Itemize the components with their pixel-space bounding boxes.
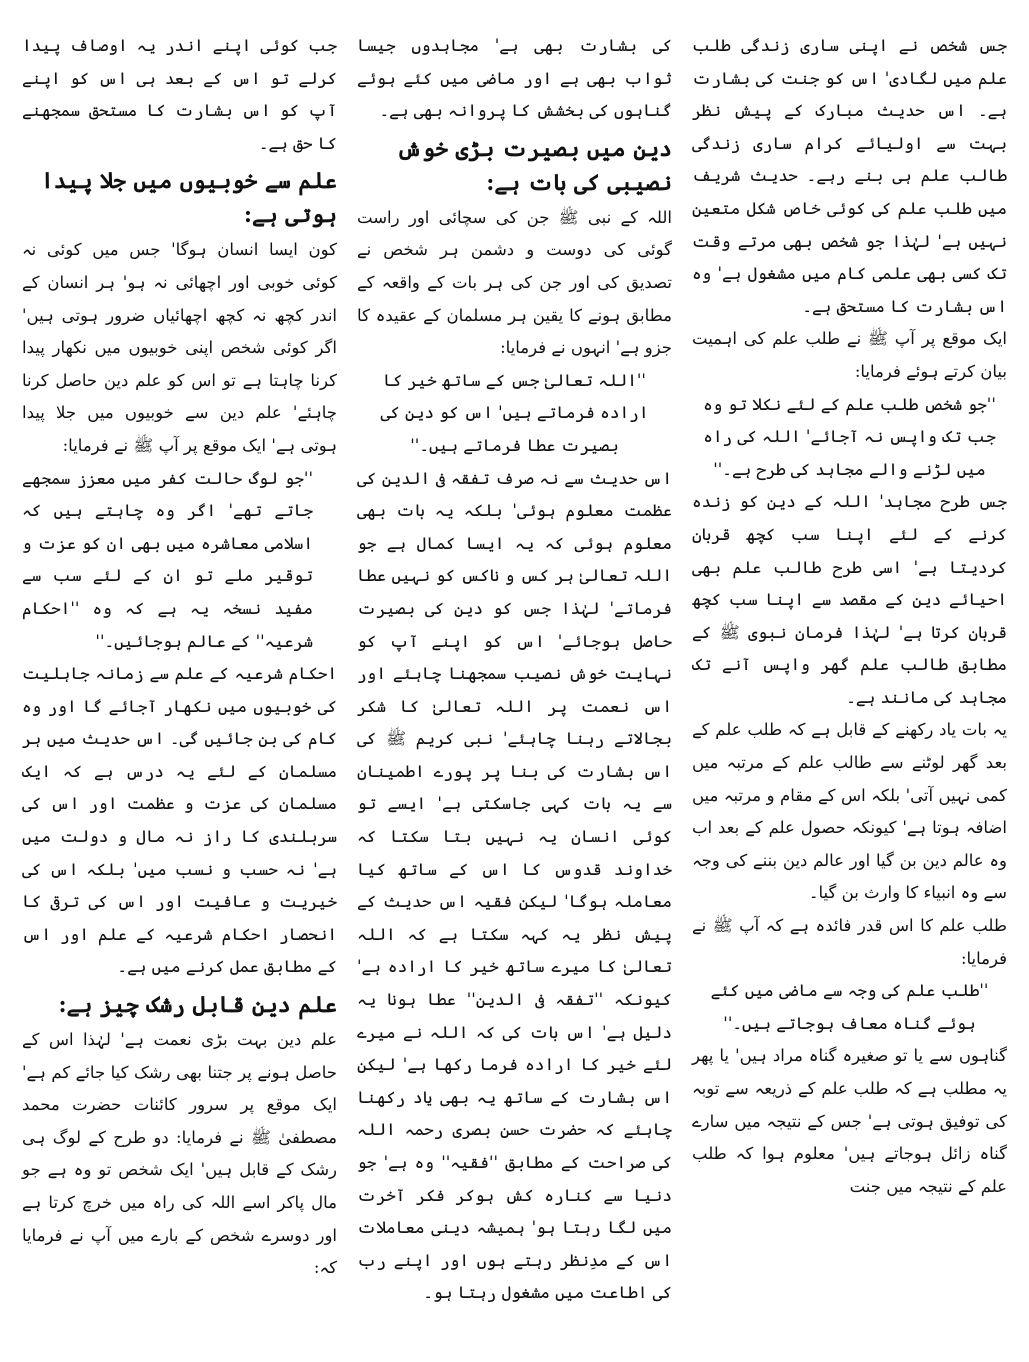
paragraph: اللہ کے نبی ﷺ جن کی سچائی اور راست گوئی کی دوست و دشمن ہر شخص نے تصدیق کی اور جن کی ہر بات کے واقعہ کے مطابق ہونے کا یقین ہر مسلمان کے عقیدہ کا جزو ہے' انہوں نے فرمایا: bbox=[357, 207, 672, 358]
paragraph: احکام شرعیہ کے علم سے زمانہ جاہلیت کی خوبیوں میں نکھار آجائے گا اور وہ کام کی بن جائیں گی۔ اس حدیث میں ہر مسلمان کے لئے یہ درس ہے کہ ایک مسلمان کی عزت و عظمت اور اس کی سربلندی کا راز نہ مال و دولت میں ہے' نہ حسب و نسب میں' بلکہ اس کی خیریت و عافیت اور اس کی ترقی کا انحصار احکام شرعیہ کے علم اور اس کے مطابق عمل کرنے میں ہے۔ bbox=[22, 664, 337, 977]
paragraph: کی بشارت بھی ہے' مجاہدوں جیسا ثواب بھی ہے اور ماضی میں کئے ہوئے گناہوں کی بخشش کا پروانہ بھی ہے۔ bbox=[357, 36, 672, 121]
section-heading: دین میں بصیرت بڑی خوش نصیبی کی بات ہے: bbox=[396, 135, 672, 196]
paragraph: گناہوں سے یا تو صغیرہ گناہ مراد ہیں' یا پھر یہ مطلب ہے کہ طلب علم کے ذریعہ سے توبہ کی توفیق ہوتی ہے' جس کے نتیجہ میں سارے گناہ زائل ہوجاتے ہیں' معلوم ہوا کہ طلب علم کے نتیجہ میں جنت bbox=[692, 1046, 1007, 1196]
column-right bbox=[682, 30, 1017, 1362]
column-middle bbox=[347, 30, 682, 1362]
section-heading: علم دین قابل رشک چیز ہے: bbox=[58, 992, 337, 1019]
paragraph: جب کوئی اپنے اندر یہ اوصاف پیدا کرلے تو اس کے بعد ہی اس کو اپنے آپ کو اس بشارت کا مستحق سمجھنے کا حق ہے۔ bbox=[22, 36, 337, 153]
hadith-quote: ''طلب علم کی وجہ سے ماضی میں کئے ہوئے گناہ معاف ہوجاتے ہیں۔'' bbox=[710, 981, 989, 1033]
paragraph: کون ایسا انسان ہوگا' جس میں کوئی نہ کوئی خوبی اور اچھائی نہ ہو' ہر انسان کے اندر کچھ نہ کچھ اچھائیاں ضرور ہوتی ہیں' اگر کوئی شخص اپنی خوبیوں میں نکھار پیدا کرنا چاہتا ہے تو اس کو علم دین حاصل کرنا چاہئے' علم دین سے خوبیوں میں جلا پیدا ہوتی ہے' ایک موقع پر آپ ﷺ نے فرمایا: bbox=[22, 240, 337, 455]
column-left bbox=[12, 30, 347, 1362]
hadith-quote: ''اللہ تعالیٰ جس کے ساتھ خیر کا ارادہ فرماتے ہیں' اس کو دین کی بصیرت عطا فرماتے ہیں۔'' bbox=[380, 370, 649, 455]
paragraph: ایک موقع پر آپ ﷺ نے طلب علم کی اہمیت بیان کرتے ہوئے فرمایا: bbox=[692, 329, 1007, 381]
paragraph: طلب علم کا اس قدر فائدہ ہے کہ آپ ﷺ نے فرمایا: bbox=[692, 916, 1007, 968]
section-heading: علم سے خوبیوں میں جلا پیدا ہوتی ہے: bbox=[40, 168, 337, 229]
paragraph: جس طرح مجاہد' اللہ کے دین کو زندہ کرنے کے لئے اپنا سب کچھ قربان کردیتا ہے' اسی طرح طالب علم بھی احیائے دین کے مقصد سے اپنا سب کچھ قربان کرتا ہے' لہٰذا فرمان نبوی ﷺ کے مطابق طالب علم گھر واپس آنے تک مجاہد کی مانند ہے۔ bbox=[692, 492, 1007, 707]
paragraph: اس حدیث سے نہ صرف تفقہ فی الدین کی عظمت معلوم ہوئی' بلکہ یہ بات بھی معلوم ہوئی کہ یہ ایسا کمال ہے جو اللہ تعالیٰ ہر کس و ناکس کو نہیں عطا فرماتے' لہٰذا جس کو دین کی بصیرت حاصل ہوجائے' اس کو اپنے آپ کو نہایت خوش نصیب سمجھنا چاہئے اور اس نعمت پر اللہ تعالیٰ کا شکر بجالاتے رہنا چاہئے' نبی کریم ﷺ کی اس بشارت کی بنا پر پورے اطمینان سے یہ بات کہی جاسکتی ہے' ایسے تو کوئی انسان یہ نہیں بتا سکتا کہ خداوند قدوس کا اس کے ساتھ کیا معاملہ ہوگا' لیکن فقیہ اس حدیث کے پیش نظر یہ کہہ سکتا ہے کہ اللہ تعالیٰ کا میرے ساتھ خیر کا ارادہ ہے' کیونکہ ''تفقہ فی الدین'' عطا ہونا یہ دلیل ہے' اس بات کی کہ اللہ نے میرے لئے خیر کا ارادہ فرما رکھا ہے' لیکن اس بشارت کے ساتھ یہ بھی یاد رکھنا چاہئے کہ حضرت حسن بصری رحمہ اللہ کی صراحت کے مطابق ''فقیہ'' وہ ہے' جو دنیا سے کنارہ کش ہوکر فکر آخرت میں لگا رہتا ہو' ہمیشہ دینی معاملات اس کے مدِنظر رہتے ہوں اور اپنے رب کی اطاعت میں مشغول رہتا ہو۔ bbox=[357, 468, 672, 1303]
hadith-quote: ''جو لوگ حالت کفر میں معزز سمجھے جاتے تھے' اگر وہ چاہتے ہیں کہ اسلامی معاشرہ میں بھی ان کو عزت و توقیر ملے تو ان کے لئے سب سے مفید نسخہ یہ ہے کہ وہ ''احکام شرعیہ'' کے عالم ہوجائیں۔'' bbox=[22, 468, 313, 651]
paragraph: یہ بات یاد رکھنے کے قابل ہے کہ طلب علم کے بعد گھر لوٹنے سے طالب علم کے مرتبہ میں کمی نہیں آتی' بلکہ اس کے مقام و مرتبہ میں اضافہ ہوتا ہے' کیونکہ حصول علم کے بعد اب وہ عالم دین بن گیا اور عالم دین بننے کی وجہ سے وہ انبیاء کا وارث بن گیا۔ bbox=[692, 720, 1007, 903]
paragraph: علم دین بہت بڑی نعمت ہے' لہٰذا اس کے حاصل ہونے پر جتنا بھی رشک کیا جائے کم ہے' ایک موقع پر سرور کائنات حضرت محمد مصطفیٰ ﷺ نے فرمایا: دو طرح کے لوگ ہی رشک کے قابل ہیں' ایک شخص تو وہ ہے جو مال پاکر اسے اللہ کی راہ میں خرچ کرتا ہے اور دوسرے شخص کے بارے میں آپ نے فرمایا کہ: bbox=[22, 1030, 337, 1278]
paragraph: جس شخص نے اپنی ساری زندگی طلب علم میں لگادی' اس کو جنت کی بشارت ہے۔ اس حدیث مبارک کے پیش نظر بہت سے اولیائے کرام ساری زندگی طالب علم ہی بنے رہے۔ حدیث شریف میں طلب علم کی کوئی خاص شکل متعین نہیں ہے' لہٰذا جو شخص بھی مرتے وقت تک کسی بھی علمی کام میں مشغول ہے' وہ اس بشارت کا مستحق ہے۔ bbox=[692, 36, 1007, 316]
hadith-quote: ''جو شخص طلب علم کے لئے نکلا تو وہ جب تک واپس نہ آجائے' اللہ کی راہ میں لڑنے والے مجاہد کی طرح ہے۔'' bbox=[703, 394, 996, 479]
